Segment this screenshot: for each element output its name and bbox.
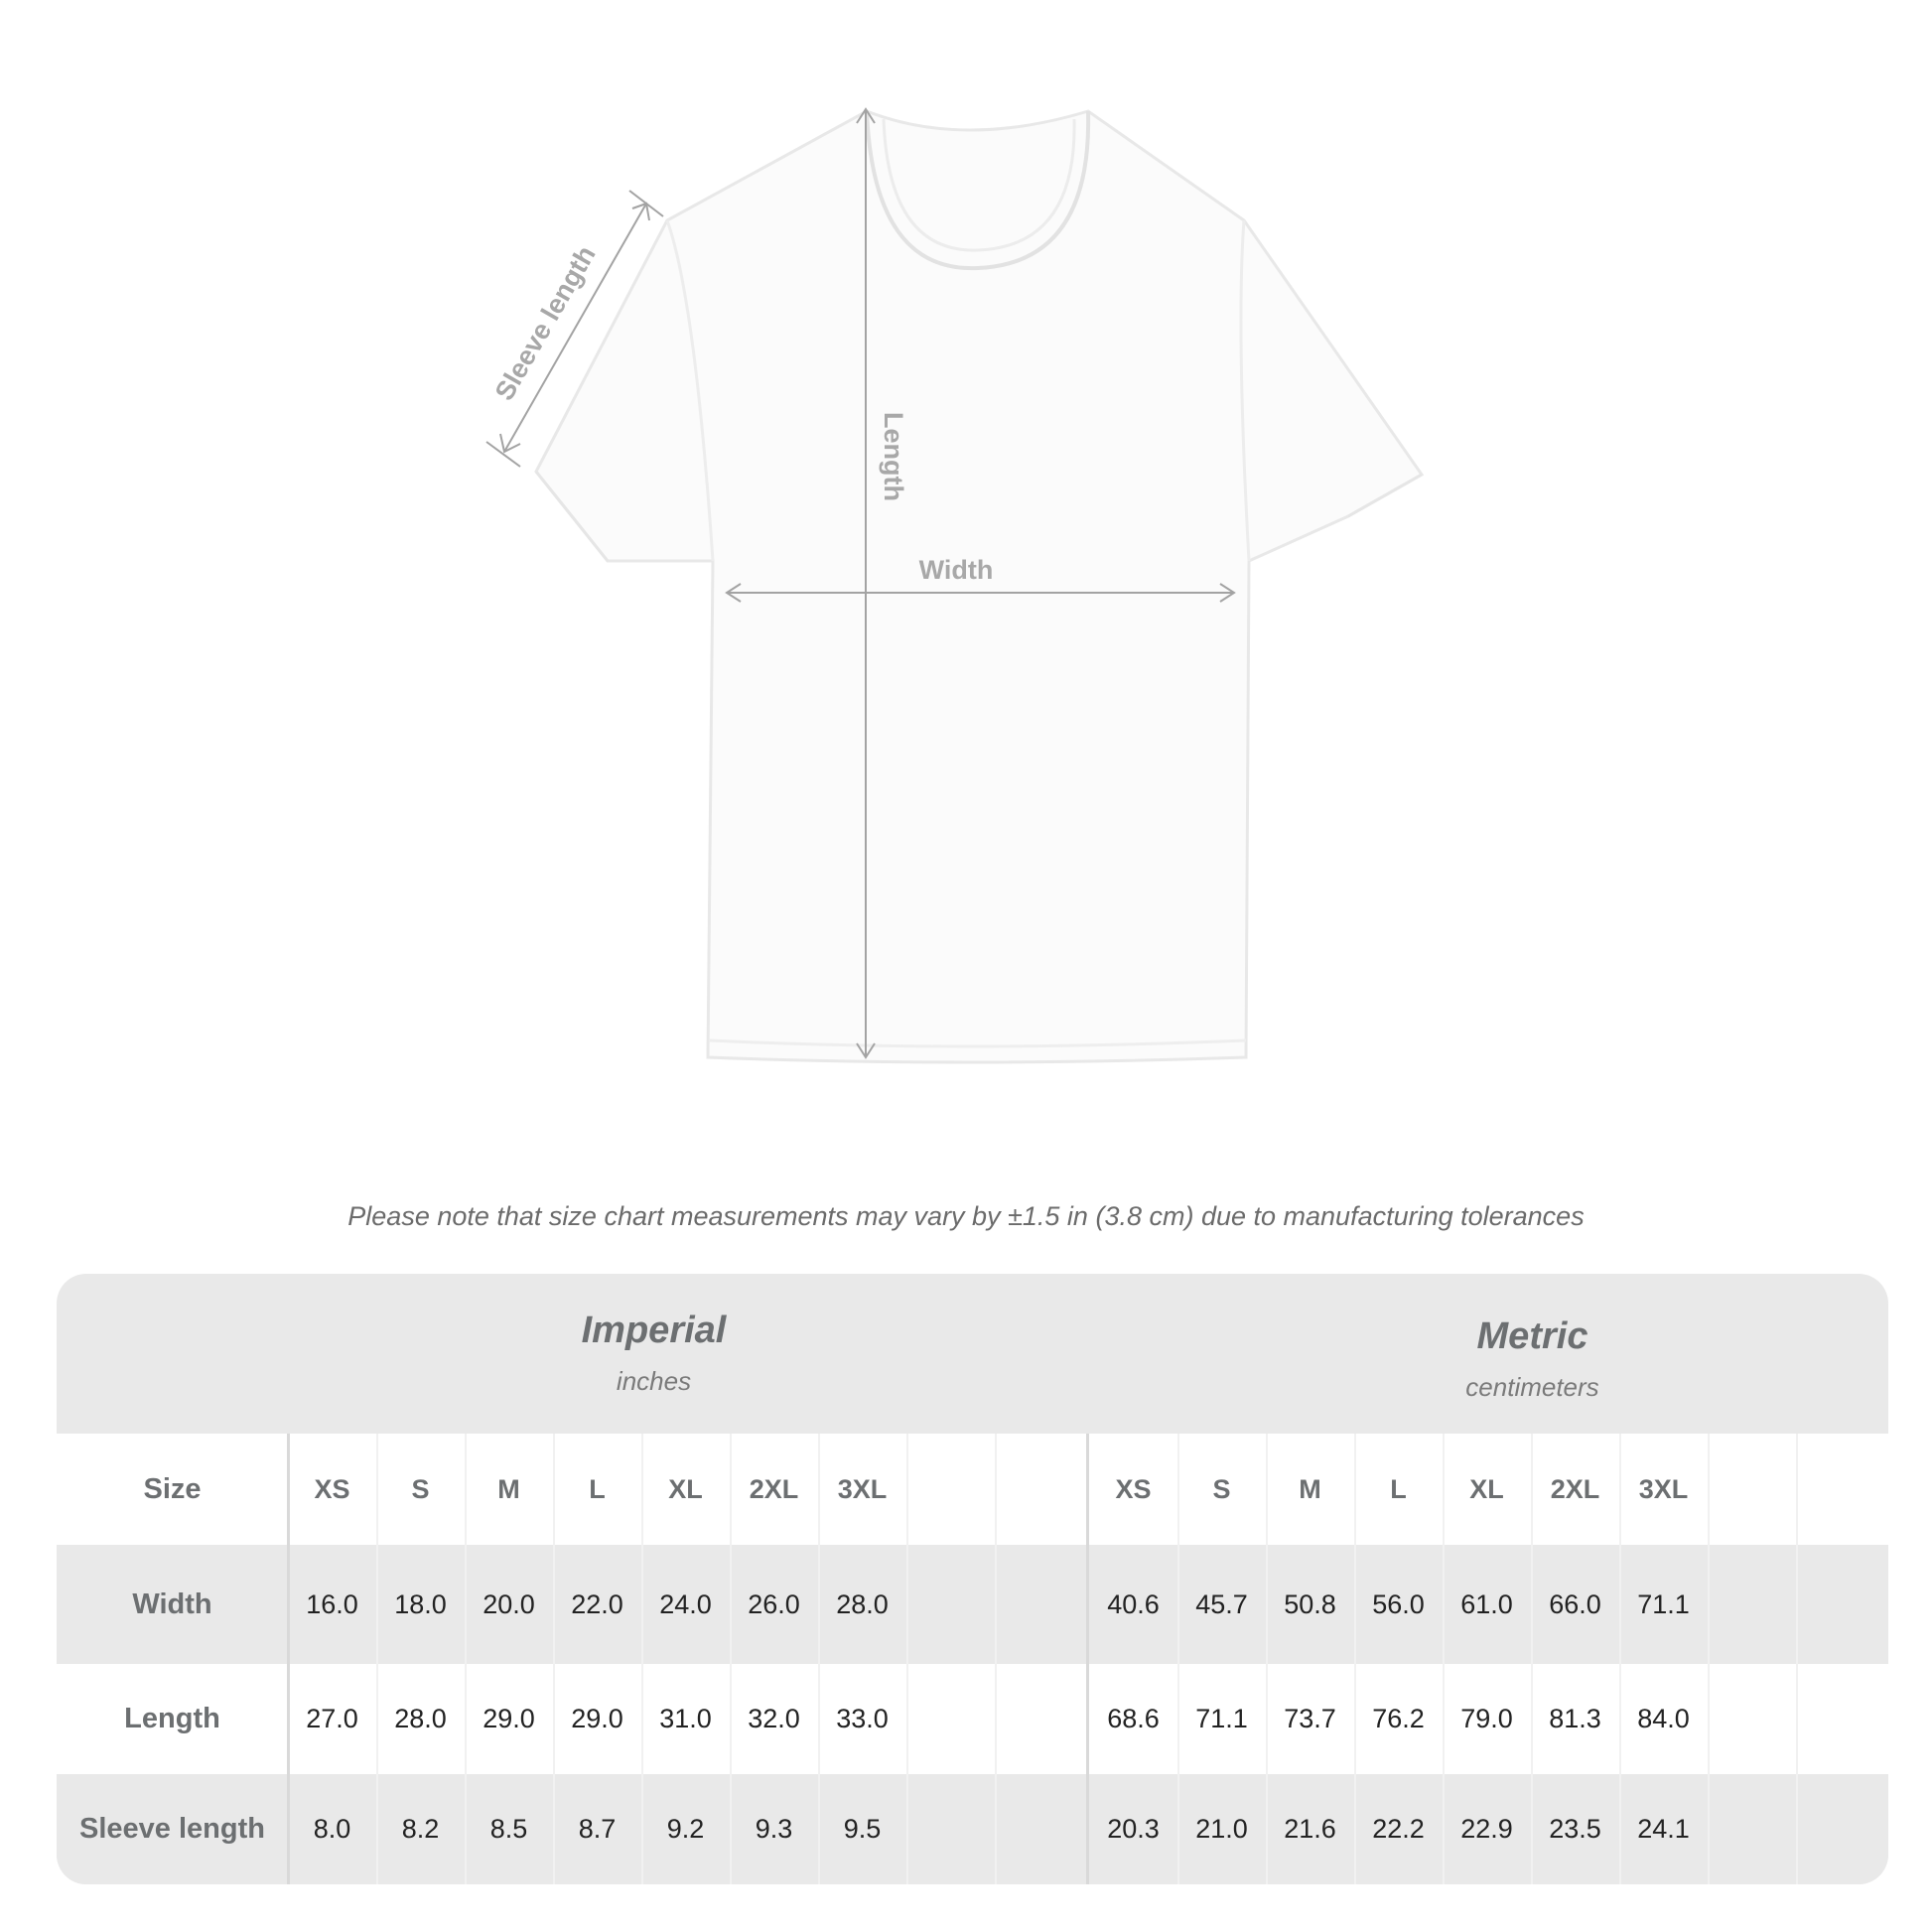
- imperial-value-cell: 28.0: [394, 1704, 447, 1733]
- metric-value-cell: 61.0: [1460, 1588, 1513, 1619]
- imperial-size-s: S: [411, 1473, 430, 1504]
- imperial-size-m: M: [497, 1473, 520, 1504]
- width-row: [57, 1545, 1888, 1664]
- imperial-header: [288, 1310, 1020, 1439]
- metric-size-l: L: [1390, 1473, 1407, 1504]
- imperial-size-xl: XL: [668, 1473, 703, 1504]
- column-divider: [1354, 1434, 1356, 1884]
- column-divider: [553, 1434, 555, 1884]
- imperial-value-cell: 29.0: [571, 1704, 623, 1733]
- imperial-value-cell: 16.0: [306, 1588, 358, 1619]
- size-row: [57, 1434, 1888, 1545]
- metric-unit: centimeters: [1465, 1372, 1599, 1402]
- tolerance-note: Please note that size chart measurements may vary by ±1.5 in (3.8 cm) due to manufacturing tolerances: [347, 1201, 1585, 1231]
- imperial-value-cell: 8.0: [313, 1814, 351, 1844]
- width-label: Width: [918, 555, 994, 585]
- imperial-value-cell: 33.0: [836, 1704, 889, 1733]
- length-label: Length: [879, 412, 908, 501]
- imperial-value-cell: 9.5: [843, 1814, 882, 1844]
- label-divider: [287, 1434, 290, 1884]
- column-divider: [1708, 1434, 1710, 1884]
- column-divider: [1177, 1434, 1179, 1884]
- sleeve-length-row-label: Sleeve length: [79, 1813, 265, 1845]
- size-chart-table: [57, 1274, 1888, 1884]
- metric-value-cell: 21.6: [1284, 1814, 1336, 1844]
- metric-value-cell: 56.0: [1372, 1588, 1425, 1619]
- metric-value-cell: 50.8: [1284, 1588, 1336, 1619]
- imperial-value-cell: 26.0: [748, 1588, 800, 1619]
- imperial-value-cell: 20.0: [483, 1588, 535, 1619]
- metric-value-cell: 81.3: [1549, 1704, 1601, 1733]
- column-divider: [376, 1434, 378, 1884]
- column-divider: [1266, 1434, 1268, 1884]
- imperial-size-xs: XS: [314, 1473, 350, 1504]
- column-divider: [818, 1434, 820, 1884]
- imperial-unit: inches: [616, 1366, 692, 1396]
- imperial-value-cell: 24.0: [659, 1588, 712, 1619]
- imperial-value-cell: 29.0: [483, 1704, 535, 1733]
- imperial-title: Imperial: [581, 1310, 727, 1351]
- metric-size-s: S: [1212, 1473, 1231, 1504]
- metric-value-cell: 40.6: [1107, 1588, 1160, 1619]
- imperial-size-3xl: 3XL: [837, 1473, 888, 1504]
- imperial-value-cell: 32.0: [748, 1704, 800, 1733]
- column-divider: [1531, 1434, 1533, 1884]
- column-divider: [465, 1434, 467, 1884]
- imperial-value-cell: 22.0: [571, 1588, 623, 1619]
- column-divider: [995, 1434, 997, 1884]
- imperial-value-cell: 9.3: [755, 1814, 793, 1844]
- size-row-label: Size: [143, 1472, 202, 1505]
- imperial-value-cell: 8.2: [401, 1814, 440, 1844]
- system-divider: [1086, 1434, 1089, 1884]
- metric-size-m: M: [1299, 1473, 1321, 1504]
- metric-header: [1089, 1315, 1888, 1445]
- column-divider: [906, 1434, 908, 1884]
- metric-value-cell: 71.1: [1637, 1588, 1690, 1619]
- imperial-value-cell: 9.2: [666, 1814, 705, 1844]
- metric-value-cell: 21.0: [1195, 1814, 1248, 1844]
- imperial-value-cell: 27.0: [306, 1704, 358, 1733]
- metric-value-cell: 79.0: [1460, 1704, 1513, 1733]
- column-divider: [1443, 1434, 1445, 1884]
- imperial-value-cell: 8.7: [578, 1814, 617, 1844]
- imperial-value-cell: 31.0: [659, 1704, 712, 1733]
- column-divider: [1619, 1434, 1621, 1884]
- sleeve-length-label: Sleeve length: [488, 240, 602, 406]
- metric-value-cell: 22.2: [1372, 1814, 1425, 1844]
- imperial-value-cell: 18.0: [394, 1588, 447, 1619]
- metric-value-cell: 23.5: [1549, 1814, 1601, 1844]
- metric-size-3xl: 3XL: [1638, 1473, 1689, 1504]
- metric-size-xs: XS: [1115, 1473, 1152, 1504]
- metric-size-xl: XL: [1469, 1473, 1504, 1504]
- imperial-value-cell: 28.0: [836, 1588, 889, 1619]
- metric-value-cell: 66.0: [1549, 1588, 1601, 1619]
- imperial-value-cell: 8.5: [489, 1814, 528, 1844]
- column-divider: [641, 1434, 643, 1884]
- length-row: [57, 1664, 1888, 1774]
- metric-value-cell: 73.7: [1284, 1704, 1336, 1733]
- metric-value-cell: 68.6: [1107, 1704, 1160, 1733]
- metric-value-cell: 20.3: [1107, 1814, 1160, 1844]
- metric-value-cell: 84.0: [1637, 1704, 1690, 1733]
- column-divider: [730, 1434, 732, 1884]
- column-divider: [1796, 1434, 1798, 1884]
- metric-value-cell: 24.1: [1637, 1814, 1690, 1844]
- metric-value-cell: 71.1: [1195, 1704, 1248, 1733]
- metric-value-cell: 22.9: [1460, 1814, 1513, 1844]
- width-row-label: Width: [132, 1587, 212, 1620]
- imperial-size-l: L: [589, 1473, 606, 1504]
- metric-value-cell: 76.2: [1372, 1704, 1425, 1733]
- imperial-size-2xl: 2XL: [749, 1473, 799, 1504]
- sleeve-length-row: [57, 1774, 1888, 1884]
- metric-value-cell: 45.7: [1195, 1588, 1248, 1619]
- tshirt-shape: [536, 111, 1422, 1062]
- metric-size-2xl: 2XL: [1550, 1473, 1600, 1504]
- metric-title: Metric: [1476, 1315, 1588, 1357]
- length-row-label: Length: [124, 1703, 220, 1734]
